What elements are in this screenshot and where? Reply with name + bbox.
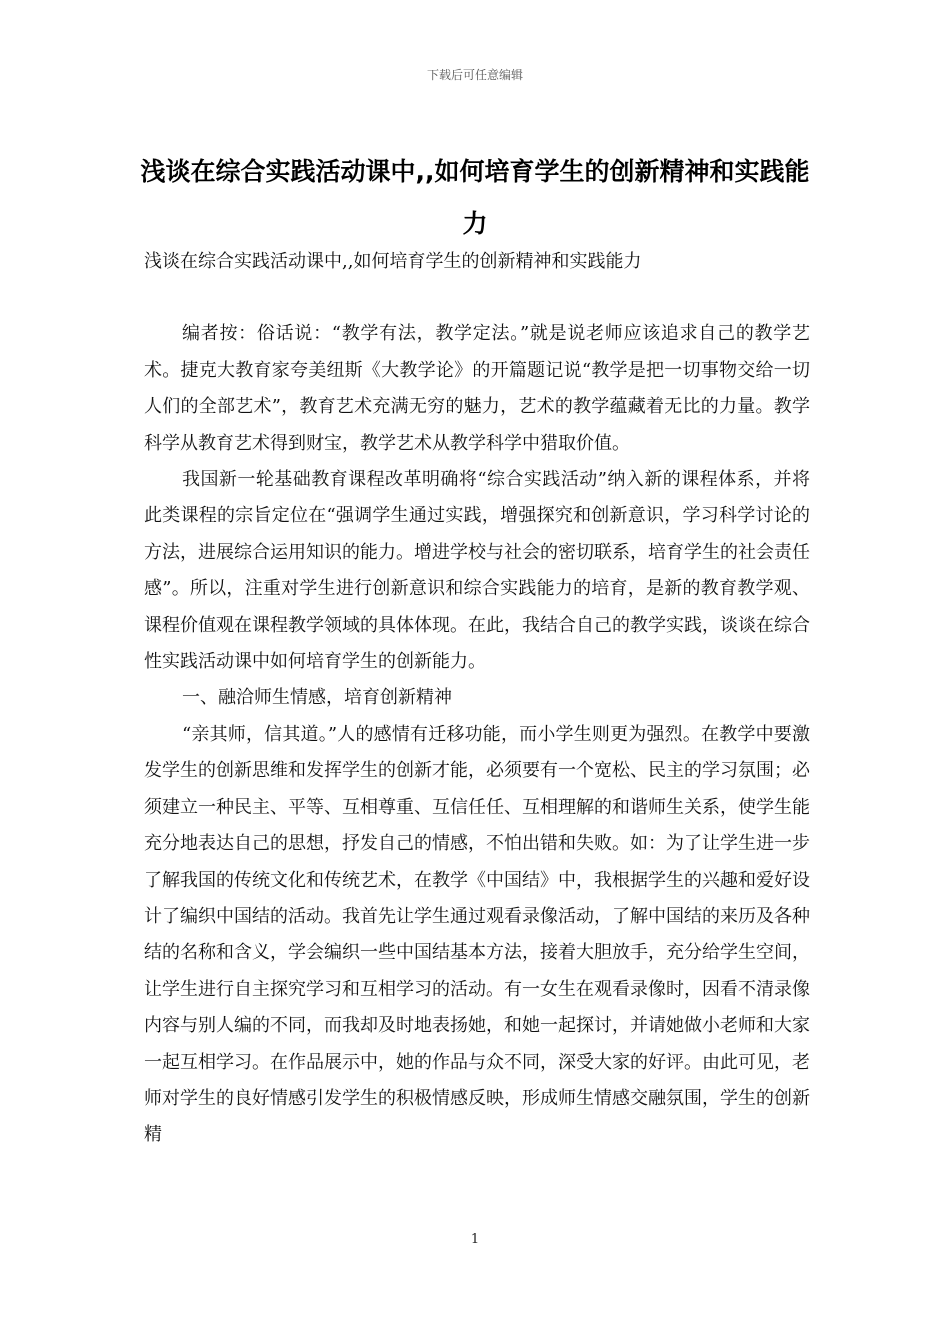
document-subtitle: 浅谈在综合实践活动课中,,如何培育学生的创新精神和实践能力 xyxy=(144,251,642,272)
document-body xyxy=(144,244,810,1154)
document-title: 浅谈在综合实践活动课中,,如何培育学生的创新精神和实践能力 xyxy=(140,157,810,238)
paragraph-section-1: “亲其师，信其道。”人的感情有迁移功能，而小学生则更为强烈。在教学中要激发学生的创新思维和发挥学生的创新才能，必须要有一个宽松、民主的学习氛围；必须建立一种民主、平等、互相尊重、互信任任、互相理解的和谐师生关系，使学生能充分地表达自己的思想，抒发自己的情感，不怕出错和失败。如：为了让学生进一步了解我国的传统文化和传统艺术，在教学《中国结》中，我根据学生的兴趣和爱好设计了编织中国结的活动。我首先让学生通过观看录像活动，了解中国结的来历及各种结的名称和含义，学会编织一些中国结基本方法，接着大胆放手，充分给学生空间，让学生进行自主探究学习和互相学习的活动。有一女生在观看录像时，因看不清录像内容与别人编的不同，而我却及时地表扬她，和她一起探讨，并请她做小老师和大家一起互相学习。在作品展示中，她的作品与众不同，深受大家的好评。由此可见，老师对学生的良好情感引发学生的积极情感反映，形成师生情感交融氛围，学生的创新精 xyxy=(144,723,810,1146)
paragraph-curriculum: 我国新一轮基础教育课程改革明确将“综合实践活动”纳入新的课程体系，并将此类课程的宗旨定位在“强调学生通过实践，增强探究和创新意识，学习科学讨论的方法，进展综合运用知识的能力。增进学校与社会的密切联系，培育学生的社会责任感”。所以，注重对学生进行创新意识和综合实践能力的培育，是新的教育教学观、课程价值观在课程教学领域的具体体现。在此，我结合自己的教学实践，谈谈在综合性实践活动课中如何培育学生的创新能力。 xyxy=(144,469,810,673)
page-number: 1 xyxy=(470,1232,480,1247)
paragraph-editor-note: 编者按：俗话说：“教学有法，教学定法。”就是说老师应该追求自己的教学艺术。捷克大教育家夸美纽斯《大教学论》的开篇题记说“教学是把一切事物交给一切人们的全部艺术”，教育艺术充满无穷的魅力，艺术的教学蕴藏着无比的力量。教学科学从教育艺术得到财宝，教学艺术从教学科学中猎取价值。 xyxy=(144,323,810,454)
section-heading-1: 一、融洽师生情感，培育创新精神 xyxy=(182,687,452,709)
page-header: 下载后可任意编辑 xyxy=(426,68,523,82)
